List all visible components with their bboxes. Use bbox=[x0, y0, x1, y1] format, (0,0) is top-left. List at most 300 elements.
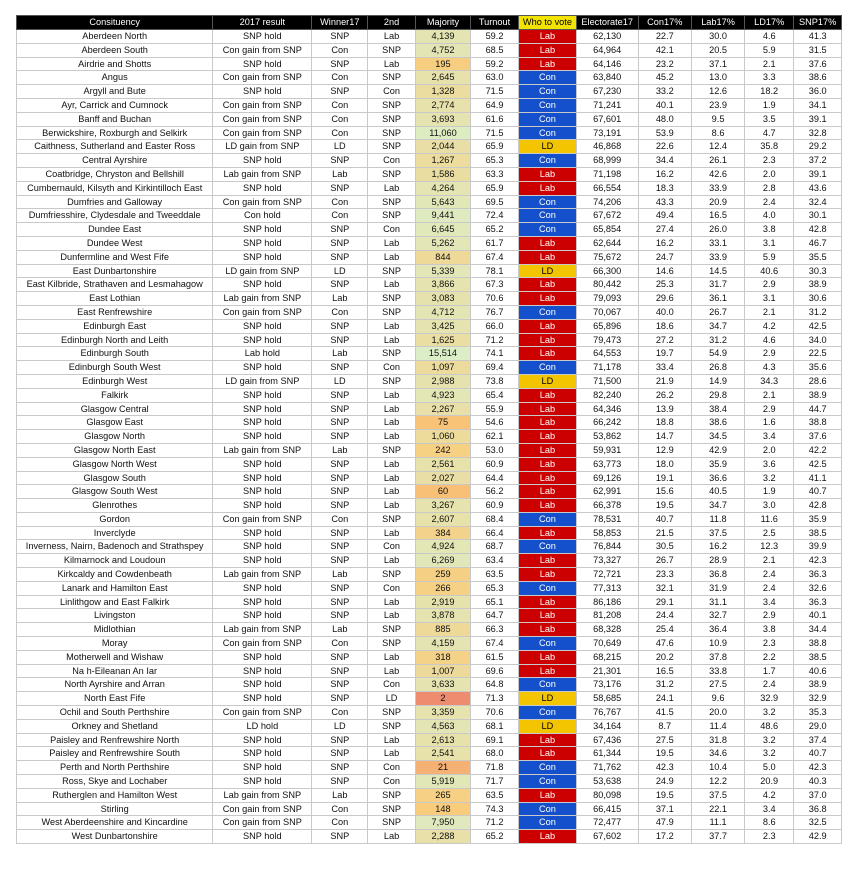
result-cell: SNP hold bbox=[213, 333, 312, 347]
result-cell: Lab gain from SNP bbox=[213, 443, 312, 457]
second-cell: LD bbox=[368, 692, 416, 706]
second-cell: SNP bbox=[368, 706, 416, 720]
lab17-cell: 33.9 bbox=[691, 250, 744, 264]
winner-cell: Lab bbox=[312, 443, 368, 457]
winner-cell: SNP bbox=[312, 761, 368, 775]
majority-cell: 60 bbox=[415, 485, 470, 499]
snp17-cell: 31.5 bbox=[794, 43, 842, 57]
who-to-vote-cell: Lab bbox=[518, 236, 576, 250]
ld17-cell: 2.1 bbox=[745, 554, 794, 568]
header-winner17: Winner17 bbox=[312, 16, 368, 30]
con17-cell: 21.5 bbox=[638, 526, 691, 540]
ld17-cell: 3.2 bbox=[745, 471, 794, 485]
second-cell: Lab bbox=[368, 402, 416, 416]
turnout-cell: 64.8 bbox=[471, 678, 519, 692]
lab17-cell: 30.0 bbox=[691, 30, 744, 44]
snp17-cell: 42.2 bbox=[794, 443, 842, 457]
electorate-cell: 61,344 bbox=[576, 747, 638, 761]
majority-cell: 6,269 bbox=[415, 554, 470, 568]
con17-cell: 18.6 bbox=[638, 319, 691, 333]
who-to-vote-cell: Lab bbox=[518, 568, 576, 582]
ld17-cell: 4.3 bbox=[745, 361, 794, 375]
ld17-cell: 2.4 bbox=[745, 568, 794, 582]
snp17-cell: 38.5 bbox=[794, 526, 842, 540]
result-cell: Con gain from SNP bbox=[213, 637, 312, 651]
result-cell: SNP hold bbox=[213, 747, 312, 761]
ld17-cell: 3.4 bbox=[745, 802, 794, 816]
turnout-cell: 68.4 bbox=[471, 512, 519, 526]
ld17-cell: 2.3 bbox=[745, 154, 794, 168]
winner-cell: SNP bbox=[312, 223, 368, 237]
winner-cell: Con bbox=[312, 98, 368, 112]
who-to-vote-cell: Lab bbox=[518, 292, 576, 306]
who-to-vote-cell: Lab bbox=[518, 443, 576, 457]
lab17-cell: 31.1 bbox=[691, 595, 744, 609]
header-second: 2nd bbox=[368, 16, 416, 30]
constituency-cell: Na h-Eileanan An Iar bbox=[17, 664, 213, 678]
majority-cell: 1,328 bbox=[415, 85, 470, 99]
ld17-cell: 34.3 bbox=[745, 374, 794, 388]
second-cell: SNP bbox=[368, 802, 416, 816]
majority-cell: 3,083 bbox=[415, 292, 470, 306]
con17-cell: 23.2 bbox=[638, 57, 691, 71]
majority-cell: 4,159 bbox=[415, 637, 470, 651]
majority-cell: 2,988 bbox=[415, 374, 470, 388]
lab17-cell: 36.6 bbox=[691, 471, 744, 485]
turnout-cell: 65.9 bbox=[471, 140, 519, 154]
who-to-vote-cell: Lab bbox=[518, 319, 576, 333]
con17-cell: 33.2 bbox=[638, 85, 691, 99]
turnout-cell: 53.0 bbox=[471, 443, 519, 457]
turnout-cell: 63.4 bbox=[471, 554, 519, 568]
electorate-cell: 74,206 bbox=[576, 195, 638, 209]
constituency-cell: Edinburgh North and Leith bbox=[17, 333, 213, 347]
turnout-cell: 71.5 bbox=[471, 126, 519, 140]
lab17-cell: 36.4 bbox=[691, 623, 744, 637]
majority-cell: 2,288 bbox=[415, 830, 470, 844]
result-cell: Con gain from SNP bbox=[213, 112, 312, 126]
header-snp17: SNP17% bbox=[794, 16, 842, 30]
table-row bbox=[17, 278, 842, 292]
winner-cell: SNP bbox=[312, 540, 368, 554]
ld17-cell: 2.2 bbox=[745, 650, 794, 664]
result-cell: SNP hold bbox=[213, 830, 312, 844]
lab17-cell: 32.7 bbox=[691, 609, 744, 623]
constituency-cell: Livingston bbox=[17, 609, 213, 623]
lab17-cell: 20.0 bbox=[691, 706, 744, 720]
snp17-cell: 38.6 bbox=[794, 71, 842, 85]
con17-cell: 42.1 bbox=[638, 43, 691, 57]
table-row bbox=[17, 485, 842, 499]
electorate-cell: 71,241 bbox=[576, 98, 638, 112]
majority-cell: 1,586 bbox=[415, 167, 470, 181]
result-cell: SNP hold bbox=[213, 319, 312, 333]
result-cell: SNP hold bbox=[213, 595, 312, 609]
who-to-vote-cell: Con bbox=[518, 706, 576, 720]
electorate-cell: 67,672 bbox=[576, 209, 638, 223]
electorate-cell: 58,685 bbox=[576, 692, 638, 706]
result-cell: SNP hold bbox=[213, 236, 312, 250]
constituency-cell: Ross, Skye and Lochaber bbox=[17, 775, 213, 789]
table-row bbox=[17, 250, 842, 264]
constituency-cell: Edinburgh West bbox=[17, 374, 213, 388]
table-row bbox=[17, 581, 842, 595]
majority-cell: 2,561 bbox=[415, 457, 470, 471]
electorate-cell: 62,991 bbox=[576, 485, 638, 499]
constituency-cell: Perth and North Perthshire bbox=[17, 761, 213, 775]
snp17-cell: 36.3 bbox=[794, 595, 842, 609]
header-constituency: Consituency bbox=[17, 16, 213, 30]
ld17-cell: 2.5 bbox=[745, 526, 794, 540]
lab17-cell: 10.4 bbox=[691, 761, 744, 775]
second-cell: SNP bbox=[368, 126, 416, 140]
winner-cell: SNP bbox=[312, 692, 368, 706]
electorate-cell: 53,862 bbox=[576, 430, 638, 444]
lab17-cell: 11.8 bbox=[691, 512, 744, 526]
snp17-cell: 37.6 bbox=[794, 430, 842, 444]
con17-cell: 18.8 bbox=[638, 416, 691, 430]
winner-cell: SNP bbox=[312, 85, 368, 99]
result-cell: Con gain from SNP bbox=[213, 195, 312, 209]
second-cell: SNP bbox=[368, 719, 416, 733]
electorate-cell: 66,300 bbox=[576, 264, 638, 278]
con17-cell: 31.2 bbox=[638, 678, 691, 692]
con17-cell: 24.1 bbox=[638, 692, 691, 706]
con17-cell: 26.2 bbox=[638, 388, 691, 402]
lab17-cell: 16.5 bbox=[691, 209, 744, 223]
electorate-cell: 73,176 bbox=[576, 678, 638, 692]
constituency-cell: Midlothian bbox=[17, 623, 213, 637]
second-cell: Lab bbox=[368, 430, 416, 444]
con17-cell: 43.3 bbox=[638, 195, 691, 209]
electorate-cell: 70,067 bbox=[576, 305, 638, 319]
constituency-results-table bbox=[16, 15, 842, 844]
turnout-cell: 60.9 bbox=[471, 457, 519, 471]
con17-cell: 24.9 bbox=[638, 775, 691, 789]
majority-cell: 4,264 bbox=[415, 181, 470, 195]
ld17-cell: 3.2 bbox=[745, 747, 794, 761]
constituency-cell: Glasgow East bbox=[17, 416, 213, 430]
winner-cell: LD bbox=[312, 140, 368, 154]
lab17-cell: 34.7 bbox=[691, 499, 744, 513]
ld17-cell: 32.9 bbox=[745, 692, 794, 706]
ld17-cell: 18.2 bbox=[745, 85, 794, 99]
turnout-cell: 68.0 bbox=[471, 747, 519, 761]
turnout-cell: 59.2 bbox=[471, 57, 519, 71]
electorate-cell: 67,601 bbox=[576, 112, 638, 126]
who-to-vote-cell: Lab bbox=[518, 278, 576, 292]
table-row bbox=[17, 57, 842, 71]
lab17-cell: 36.8 bbox=[691, 568, 744, 582]
winner-cell: Con bbox=[312, 43, 368, 57]
winner-cell: SNP bbox=[312, 595, 368, 609]
constituency-cell: Glasgow North bbox=[17, 430, 213, 444]
who-to-vote-cell: Con bbox=[518, 361, 576, 375]
winner-cell: SNP bbox=[312, 664, 368, 678]
constituency-cell: Banff and Buchan bbox=[17, 112, 213, 126]
majority-cell: 5,339 bbox=[415, 264, 470, 278]
majority-cell: 4,139 bbox=[415, 30, 470, 44]
majority-cell: 5,262 bbox=[415, 236, 470, 250]
con17-cell: 25.3 bbox=[638, 278, 691, 292]
second-cell: Con bbox=[368, 223, 416, 237]
turnout-cell: 74.3 bbox=[471, 802, 519, 816]
constituency-cell: Orkney and Shetland bbox=[17, 719, 213, 733]
constituency-cell: Berwickshire, Roxburgh and Selkirk bbox=[17, 126, 213, 140]
turnout-cell: 73.8 bbox=[471, 374, 519, 388]
ld17-cell: 4.0 bbox=[745, 209, 794, 223]
constituency-cell: Glasgow Central bbox=[17, 402, 213, 416]
ld17-cell: 3.4 bbox=[745, 430, 794, 444]
constituency-cell: Argyll and Bute bbox=[17, 85, 213, 99]
snp17-cell: 30.3 bbox=[794, 264, 842, 278]
winner-cell: SNP bbox=[312, 830, 368, 844]
lab17-cell: 33.1 bbox=[691, 236, 744, 250]
lab17-cell: 54.9 bbox=[691, 347, 744, 361]
turnout-cell: 68.7 bbox=[471, 540, 519, 554]
con17-cell: 14.7 bbox=[638, 430, 691, 444]
constituency-cell: Airdrie and Shotts bbox=[17, 57, 213, 71]
result-cell: SNP hold bbox=[213, 223, 312, 237]
ld17-cell: 2.3 bbox=[745, 637, 794, 651]
result-cell: LD gain from SNP bbox=[213, 140, 312, 154]
ld17-cell: 2.4 bbox=[745, 581, 794, 595]
ld17-cell: 12.3 bbox=[745, 540, 794, 554]
table-row bbox=[17, 706, 842, 720]
snp17-cell: 42.8 bbox=[794, 223, 842, 237]
turnout-cell: 69.4 bbox=[471, 361, 519, 375]
table-row bbox=[17, 140, 842, 154]
majority-cell: 266 bbox=[415, 581, 470, 595]
ld17-cell: 1.9 bbox=[745, 485, 794, 499]
winner-cell: Con bbox=[312, 706, 368, 720]
second-cell: SNP bbox=[368, 305, 416, 319]
ld17-cell: 2.1 bbox=[745, 388, 794, 402]
winner-cell: SNP bbox=[312, 250, 368, 264]
table-row bbox=[17, 816, 842, 830]
constituency-cell: Glasgow North West bbox=[17, 457, 213, 471]
ld17-cell: 2.0 bbox=[745, 167, 794, 181]
turnout-cell: 61.6 bbox=[471, 112, 519, 126]
ld17-cell: 2.4 bbox=[745, 195, 794, 209]
table-row bbox=[17, 361, 842, 375]
turnout-cell: 63.3 bbox=[471, 167, 519, 181]
electorate-cell: 64,346 bbox=[576, 402, 638, 416]
winner-cell: Con bbox=[312, 209, 368, 223]
constituency-cell: North East Fife bbox=[17, 692, 213, 706]
who-to-vote-cell: Con bbox=[518, 98, 576, 112]
second-cell: SNP bbox=[368, 512, 416, 526]
who-to-vote-cell: Lab bbox=[518, 830, 576, 844]
who-to-vote-cell: Con bbox=[518, 195, 576, 209]
majority-cell: 5,919 bbox=[415, 775, 470, 789]
electorate-cell: 65,854 bbox=[576, 223, 638, 237]
majority-cell: 844 bbox=[415, 250, 470, 264]
lab17-cell: 36.1 bbox=[691, 292, 744, 306]
result-cell: SNP hold bbox=[213, 761, 312, 775]
snp17-cell: 34.4 bbox=[794, 623, 842, 637]
result-cell: SNP hold bbox=[213, 540, 312, 554]
second-cell: SNP bbox=[368, 443, 416, 457]
turnout-cell: 71.7 bbox=[471, 775, 519, 789]
table-row bbox=[17, 719, 842, 733]
turnout-cell: 70.6 bbox=[471, 706, 519, 720]
majority-cell: 5,643 bbox=[415, 195, 470, 209]
electorate-cell: 46,868 bbox=[576, 140, 638, 154]
table-row bbox=[17, 650, 842, 664]
who-to-vote-cell: Lab bbox=[518, 650, 576, 664]
ld17-cell: 3.2 bbox=[745, 733, 794, 747]
winner-cell: SNP bbox=[312, 775, 368, 789]
winner-cell: Con bbox=[312, 195, 368, 209]
winner-cell: LD bbox=[312, 719, 368, 733]
snp17-cell: 32.4 bbox=[794, 195, 842, 209]
snp17-cell: 31.2 bbox=[794, 305, 842, 319]
con17-cell: 16.2 bbox=[638, 236, 691, 250]
winner-cell: SNP bbox=[312, 402, 368, 416]
con17-cell: 12.9 bbox=[638, 443, 691, 457]
ld17-cell: 1.7 bbox=[745, 664, 794, 678]
turnout-cell: 71.3 bbox=[471, 692, 519, 706]
constituency-cell: Glasgow South bbox=[17, 471, 213, 485]
turnout-cell: 54.6 bbox=[471, 416, 519, 430]
electorate-cell: 75,672 bbox=[576, 250, 638, 264]
constituency-cell: East Kilbride, Strathaven and Lesmahagow bbox=[17, 278, 213, 292]
lab17-cell: 34.5 bbox=[691, 430, 744, 444]
ld17-cell: 4.7 bbox=[745, 126, 794, 140]
electorate-cell: 34,164 bbox=[576, 719, 638, 733]
con17-cell: 8.7 bbox=[638, 719, 691, 733]
majority-cell: 1,007 bbox=[415, 664, 470, 678]
electorate-cell: 68,999 bbox=[576, 154, 638, 168]
who-to-vote-cell: LD bbox=[518, 140, 576, 154]
winner-cell: SNP bbox=[312, 581, 368, 595]
winner-cell: LD bbox=[312, 374, 368, 388]
who-to-vote-cell: Lab bbox=[518, 250, 576, 264]
winner-cell: SNP bbox=[312, 388, 368, 402]
electorate-cell: 76,844 bbox=[576, 540, 638, 554]
con17-cell: 41.5 bbox=[638, 706, 691, 720]
table-row bbox=[17, 181, 842, 195]
who-to-vote-cell: Lab bbox=[518, 416, 576, 430]
majority-cell: 265 bbox=[415, 788, 470, 802]
table-row bbox=[17, 568, 842, 582]
who-to-vote-cell: Lab bbox=[518, 664, 576, 678]
constituency-cell: Paisley and Renfrewshire South bbox=[17, 747, 213, 761]
lab17-cell: 11.4 bbox=[691, 719, 744, 733]
second-cell: Con bbox=[368, 154, 416, 168]
con17-cell: 19.1 bbox=[638, 471, 691, 485]
second-cell: Lab bbox=[368, 747, 416, 761]
majority-cell: 2,645 bbox=[415, 71, 470, 85]
second-cell: SNP bbox=[368, 43, 416, 57]
lab17-cell: 42.6 bbox=[691, 167, 744, 181]
constituency-cell: Paisley and Renfrewshire North bbox=[17, 733, 213, 747]
con17-cell: 14.6 bbox=[638, 264, 691, 278]
turnout-cell: 71.5 bbox=[471, 85, 519, 99]
con17-cell: 15.6 bbox=[638, 485, 691, 499]
snp17-cell: 40.3 bbox=[794, 775, 842, 789]
con17-cell: 40.7 bbox=[638, 512, 691, 526]
who-to-vote-cell: Con bbox=[518, 512, 576, 526]
who-to-vote-cell: Con bbox=[518, 678, 576, 692]
con17-cell: 22.6 bbox=[638, 140, 691, 154]
winner-cell: SNP bbox=[312, 416, 368, 430]
constituency-cell: East Lothian bbox=[17, 292, 213, 306]
who-to-vote-cell: Lab bbox=[518, 526, 576, 540]
snp17-cell: 29.2 bbox=[794, 140, 842, 154]
con17-cell: 29.1 bbox=[638, 595, 691, 609]
snp17-cell: 35.5 bbox=[794, 250, 842, 264]
table-row bbox=[17, 416, 842, 430]
ld17-cell: 2.1 bbox=[745, 57, 794, 71]
ld17-cell: 48.6 bbox=[745, 719, 794, 733]
majority-cell: 6,645 bbox=[415, 223, 470, 237]
second-cell: Lab bbox=[368, 181, 416, 195]
electorate-cell: 79,473 bbox=[576, 333, 638, 347]
majority-cell: 885 bbox=[415, 623, 470, 637]
turnout-cell: 64.7 bbox=[471, 609, 519, 623]
lab17-cell: 38.4 bbox=[691, 402, 744, 416]
snp17-cell: 35.6 bbox=[794, 361, 842, 375]
result-cell: SNP hold bbox=[213, 609, 312, 623]
con17-cell: 24.7 bbox=[638, 250, 691, 264]
ld17-cell: 11.6 bbox=[745, 512, 794, 526]
result-cell: SNP hold bbox=[213, 775, 312, 789]
winner-cell: SNP bbox=[312, 554, 368, 568]
majority-cell: 318 bbox=[415, 650, 470, 664]
con17-cell: 45.2 bbox=[638, 71, 691, 85]
who-to-vote-cell: Lab bbox=[518, 457, 576, 471]
who-to-vote-cell: Con bbox=[518, 126, 576, 140]
ld17-cell: 2.9 bbox=[745, 609, 794, 623]
winner-cell: Lab bbox=[312, 167, 368, 181]
constituency-cell: North Ayrshire and Arran bbox=[17, 678, 213, 692]
second-cell: SNP bbox=[368, 623, 416, 637]
second-cell: Lab bbox=[368, 319, 416, 333]
who-to-vote-cell: Lab bbox=[518, 499, 576, 513]
second-cell: Lab bbox=[368, 471, 416, 485]
constituency-cell: Cumbernauld, Kilsyth and Kirkintilloch East bbox=[17, 181, 213, 195]
second-cell: Lab bbox=[368, 388, 416, 402]
electorate-cell: 64,146 bbox=[576, 57, 638, 71]
who-to-vote-cell: Lab bbox=[518, 788, 576, 802]
table-row bbox=[17, 209, 842, 223]
table-row bbox=[17, 775, 842, 789]
majority-cell: 2,613 bbox=[415, 733, 470, 747]
result-cell: SNP hold bbox=[213, 30, 312, 44]
result-cell: Con gain from SNP bbox=[213, 305, 312, 319]
electorate-cell: 73,327 bbox=[576, 554, 638, 568]
second-cell: SNP bbox=[368, 637, 416, 651]
ld17-cell: 3.5 bbox=[745, 112, 794, 126]
lab17-cell: 11.1 bbox=[691, 816, 744, 830]
who-to-vote-cell: LD bbox=[518, 374, 576, 388]
ld17-cell: 3.1 bbox=[745, 236, 794, 250]
ld17-cell: 5.0 bbox=[745, 761, 794, 775]
second-cell: SNP bbox=[368, 112, 416, 126]
who-to-vote-cell: Lab bbox=[518, 388, 576, 402]
table-row bbox=[17, 292, 842, 306]
who-to-vote-cell: Lab bbox=[518, 402, 576, 416]
winner-cell: SNP bbox=[312, 457, 368, 471]
ld17-cell: 2.0 bbox=[745, 443, 794, 457]
constituency-cell: Coatbridge, Chryston and Bellshill bbox=[17, 167, 213, 181]
ld17-cell: 35.8 bbox=[745, 140, 794, 154]
table-row bbox=[17, 747, 842, 761]
snp17-cell: 40.7 bbox=[794, 747, 842, 761]
lab17-cell: 16.2 bbox=[691, 540, 744, 554]
